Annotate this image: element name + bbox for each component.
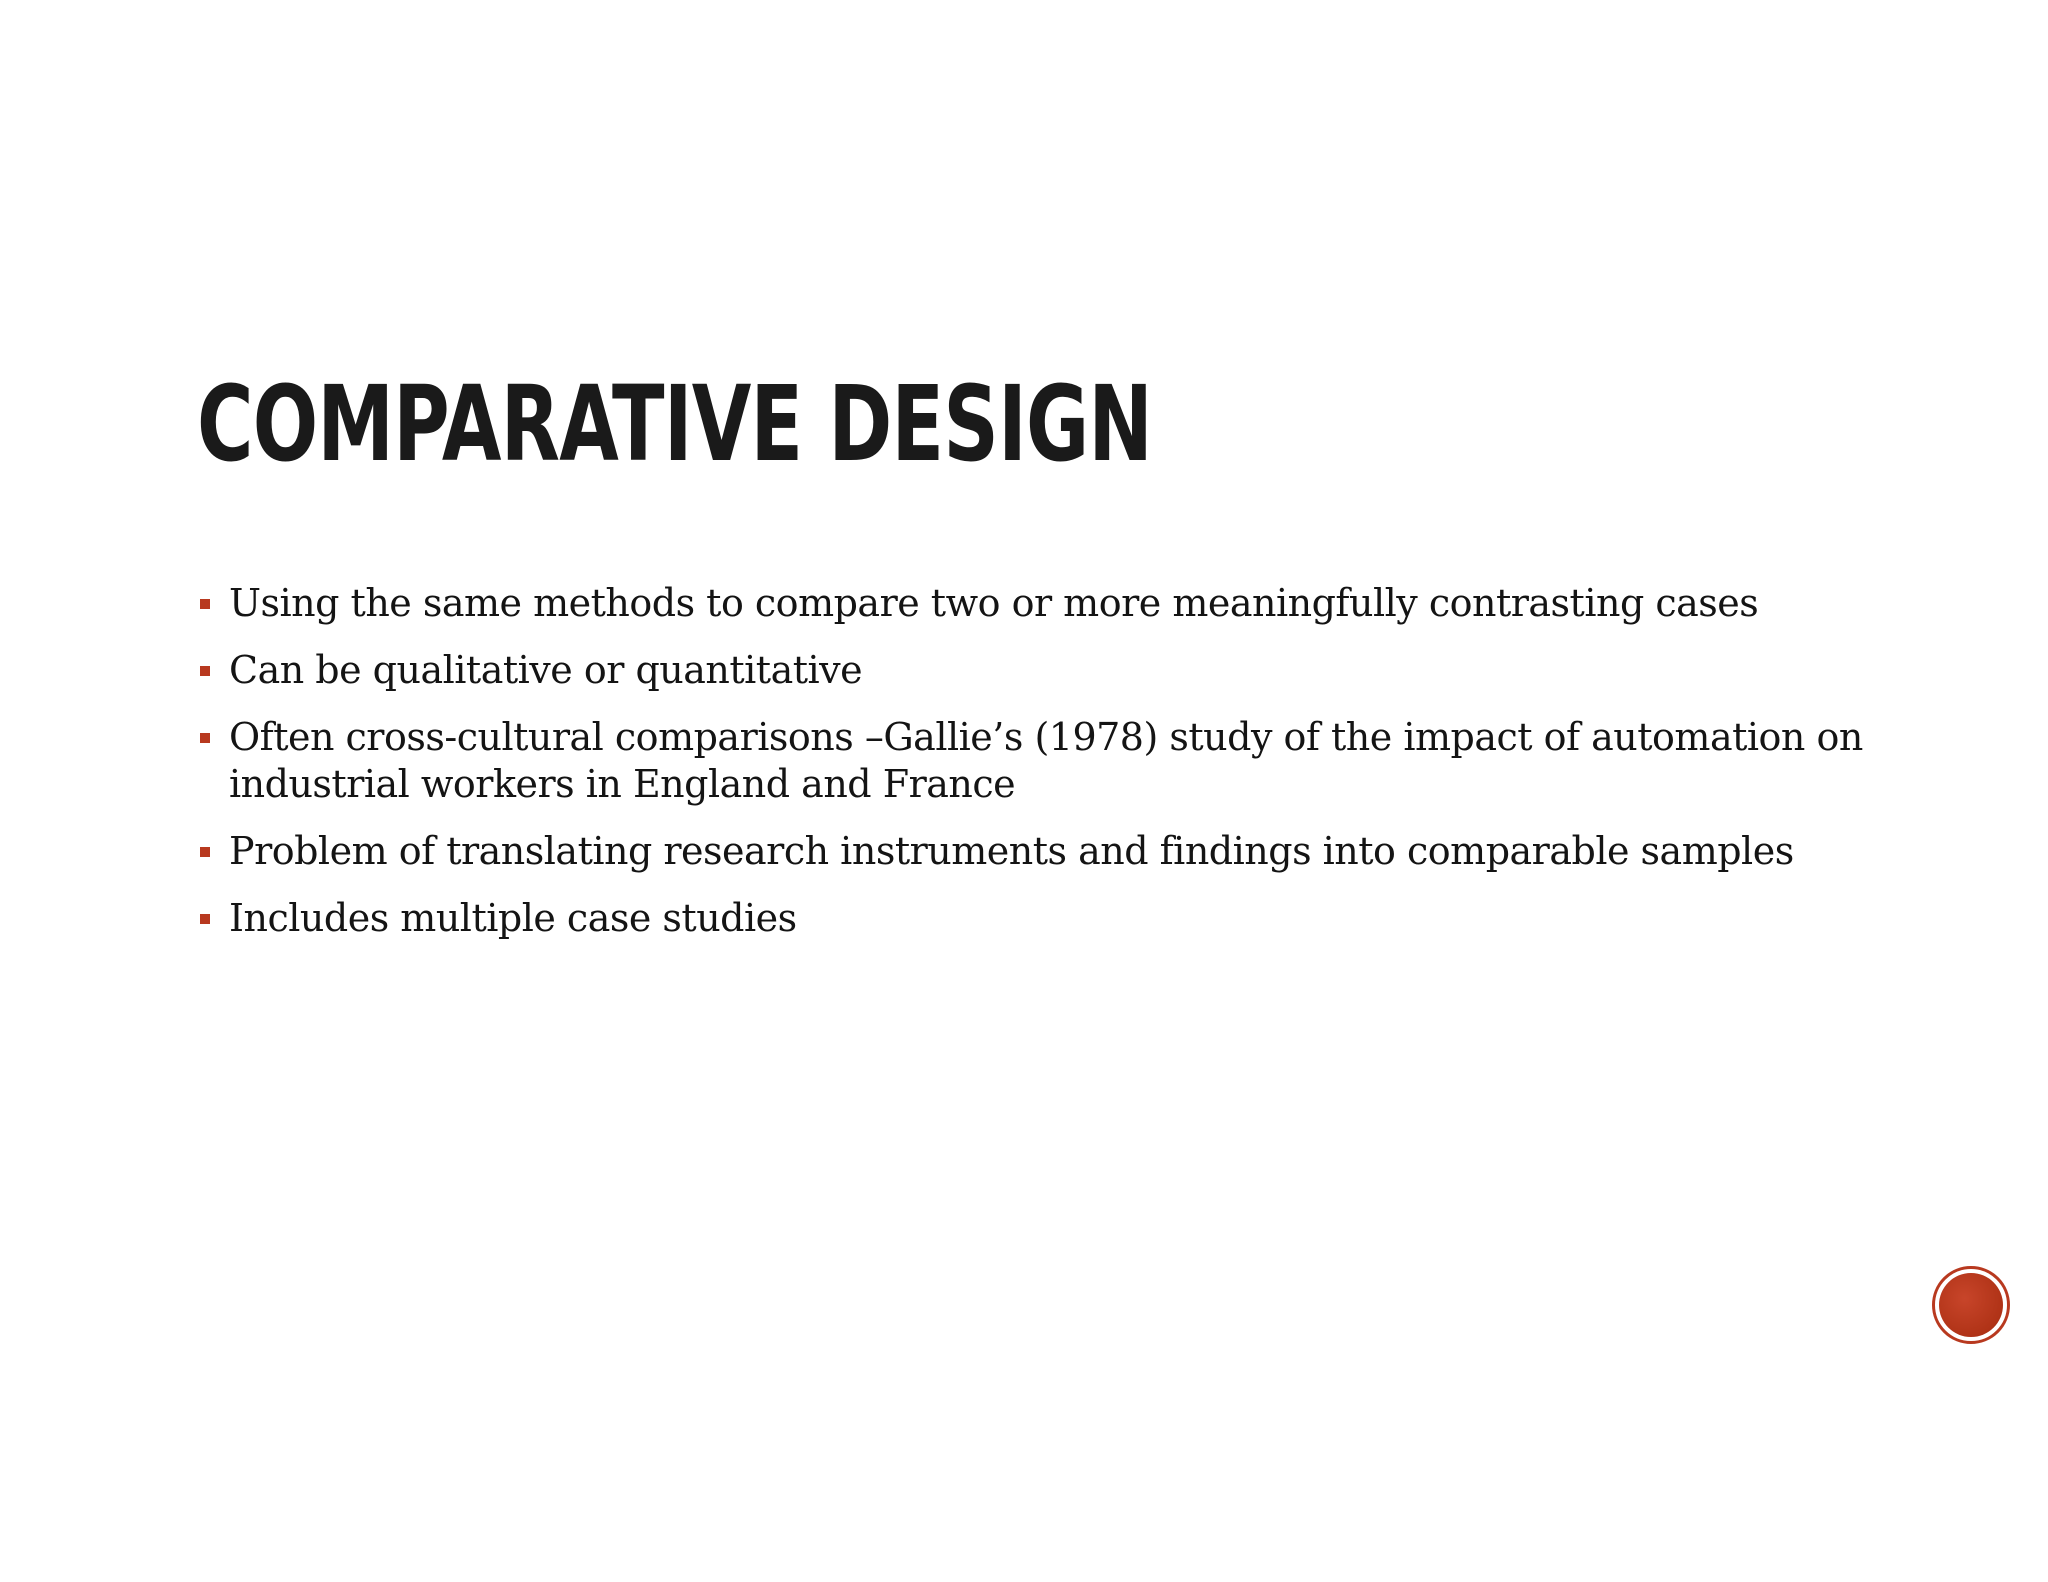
list-item — [197, 580, 1897, 627]
square-bullet-icon — [200, 733, 210, 743]
list-item — [197, 828, 1897, 875]
list-item — [197, 647, 1897, 694]
square-bullet-icon — [200, 666, 210, 676]
list-item — [197, 714, 1897, 808]
circle-badge-icon — [1932, 1266, 2010, 1344]
square-bullet-icon — [200, 847, 210, 857]
bullet-text: Includes multiple case studies — [229, 896, 797, 940]
square-bullet-icon — [200, 914, 210, 924]
square-bullet-icon — [200, 599, 210, 609]
bullet-text: Often cross-cultural comparisons –Gallie’s (1978) study of the impact of automation on industrial workers in England and France — [229, 715, 1863, 806]
circle-badge-fill — [1939, 1273, 2003, 1337]
bullet-text: Can be qualitative or quantitative — [229, 648, 863, 692]
bullet-text: Using the same methods to compare two or more meaningfully contrasting cases — [229, 581, 1759, 625]
list-item — [197, 895, 1897, 942]
slide-title: COMPARATIVE DESIGN — [197, 363, 1153, 485]
bullet-text: Problem of translating research instruments and findings into comparable samples — [229, 829, 1794, 873]
bullet-list — [197, 580, 1897, 962]
